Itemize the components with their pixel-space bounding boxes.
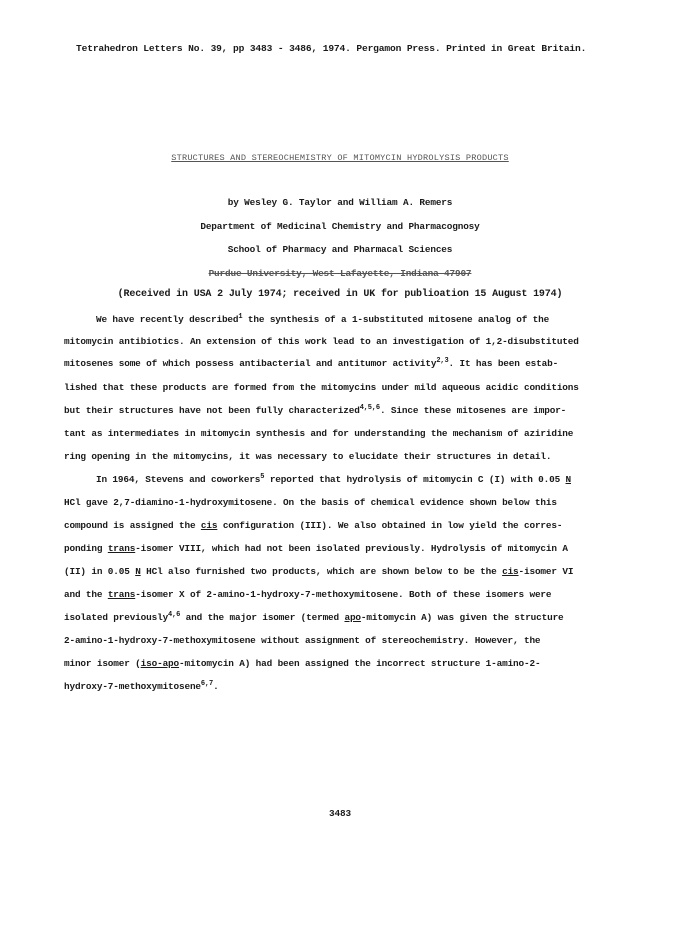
school-line: School of Pharmacy and Pharmacal Sciences xyxy=(227,244,453,255)
authors-line: by Wesley G. Taylor and William A. Remers xyxy=(227,197,453,208)
department-line: Department of Medicinal Chemistry and Pharmacognosy xyxy=(200,221,480,232)
p1-line-2: mitomycin antibiotics. An extension of this work lead to an investigation of 1,2-disubstituted xyxy=(64,336,579,347)
p2-line-4: ponding trans-isomer VIII, which had not been isolated previously. Hydrolysis of mitomycin A xyxy=(64,543,568,554)
p2-line-2: HCl gave 2,7-diamino-1-hydroxymitosene. On the basis of chemical evidence shown below this xyxy=(64,497,557,508)
p2-line-10: hydroxy-7-methoxymitosene$^{6,7}$. xyxy=(64,680,219,692)
p2-line-7: isolated previously$^{4,6}$ and the major isomer (termed apo-mitomycin A) was given the structure xyxy=(64,611,564,623)
p2-line-1: In 1964, Stevens and coworkers$^5$ reported that hydrolysis of mitomycin C (I) with 0.05 N xyxy=(96,473,572,485)
p2-line-9: minor isomer (iso-apo-mitomycin A) had been assigned the incorrect structure 1-amino-2- xyxy=(64,658,541,669)
p2-line-3: compound is assigned the cis configuration (III). We also obtained in low yield the corres- xyxy=(64,520,563,531)
university-line: Purdue University, West Lafayette, Indiana 47907 xyxy=(208,268,472,279)
p1-line-6: tant as intermediates in mitomycin synthesis and for understanding the mechanism of aziridine xyxy=(64,428,574,439)
p1-line-7: ring opening in the mitomycins, it was necessary to elucidate their structures in detail. xyxy=(64,451,552,462)
page-number: 3483 xyxy=(329,808,351,819)
p1-line-5: but their structures have not been fully characterized$^{4,5,6}$. Since these mitosenes are impor- xyxy=(64,404,567,416)
p1-line-3: mitosenes some of which possess antibacterial and antitumor activity$^{2,3}$. It has been estab- xyxy=(64,357,559,369)
p1-line-1: We have recently described$^1$ the synthesis of a 1-substituted mitosene analog of the xyxy=(96,313,550,325)
p2-line-8: 2-amino-1-hydroxy-7-methoxymitosene without assignment of stereochemistry. However, the xyxy=(64,635,541,646)
article-title: STRUCTURES AND STEREOCHEMISTRY OF MITOMYCIN HYDROLYSIS PRODUCTS xyxy=(171,153,509,163)
received-line: (Received in USA 2 July 1974; received in UK for publioation 15 August 1974) xyxy=(117,289,563,300)
p1-line-4: lished that these products are formed from the mitomycins under mild aqueous acidic conditions xyxy=(64,382,579,393)
journal-header: Tetrahedron Letters No. 39, pp 3483 - 3486, 1974. Pergamon Press. Printed in Great Britain. xyxy=(76,43,587,54)
p2-line-5: (II) in 0.05 N HCl also furnished two products, which are shown below to be the cis-isomer VI xyxy=(64,566,574,577)
p2-line-6: and the trans-isomer X of 2-amino-1-hydroxy-7-methoxymitosene. Both of these isomers were xyxy=(64,589,552,600)
